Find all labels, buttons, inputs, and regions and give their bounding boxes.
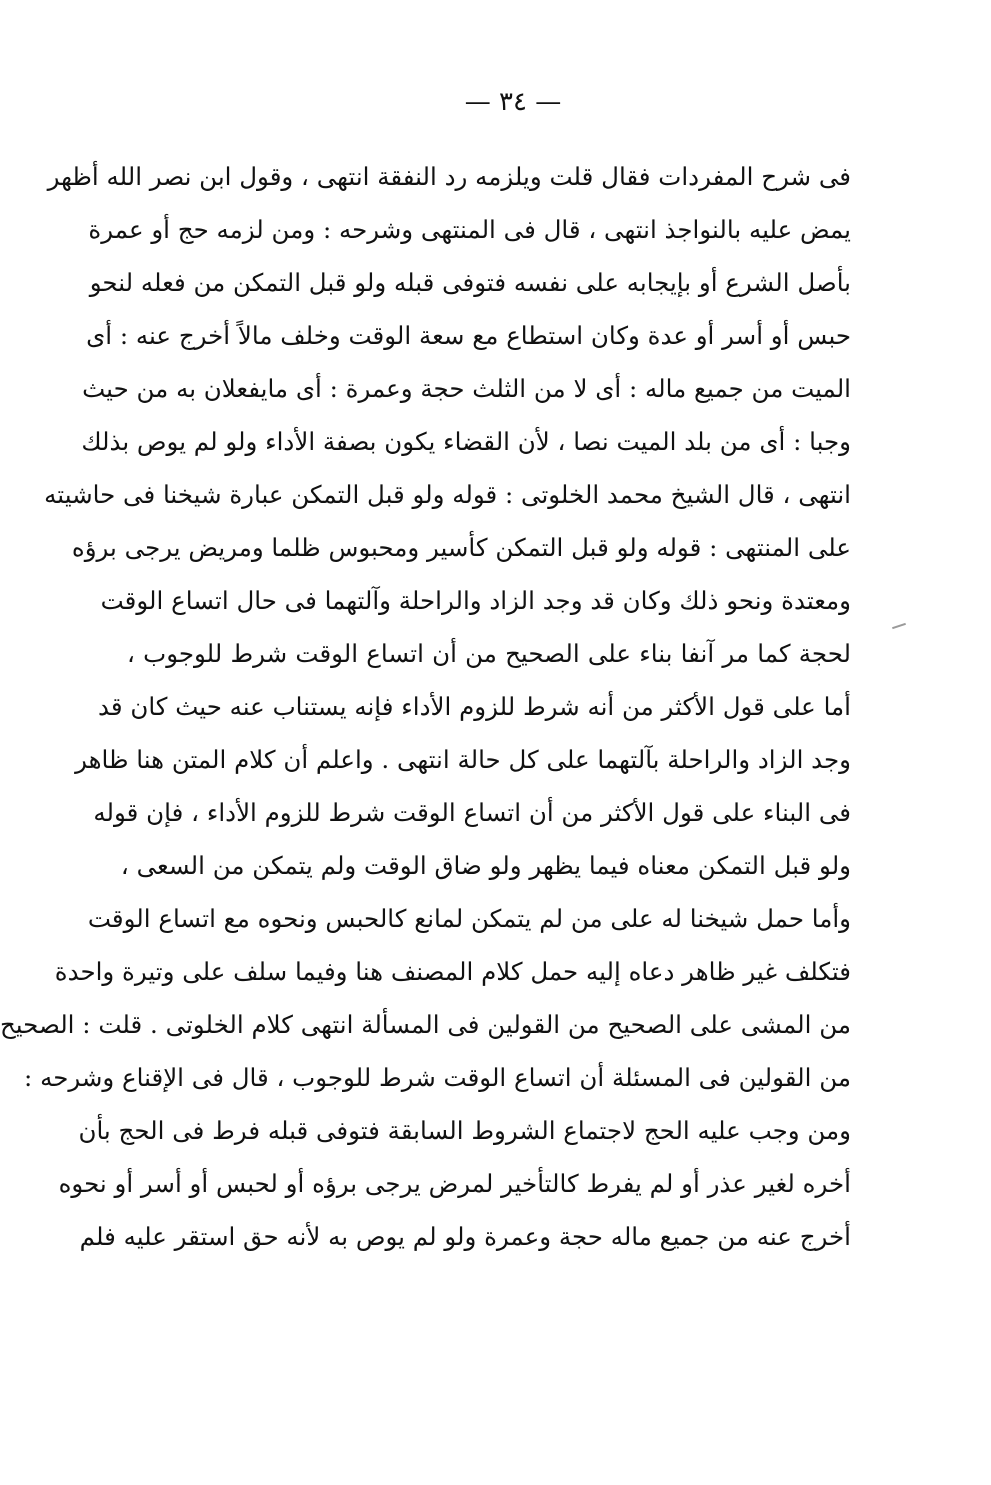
text-line-12: وجد الزاد والراحلة بآلتهما على كل حالة انتهى . واعلم أن كلام المتن هنا ظاهر [75, 745, 851, 774]
text-line-14: ولو قبل التمكن معناه فيما يظهر ولو ضاق الوقت ولم يتمكن من السعى ، [120, 851, 851, 880]
text-line-2: يمض عليه بالنواجذ انتهى ، قال فى المنتهى وشرحه : ومن لزمه حج أو عمرة [88, 215, 851, 244]
text-line-3: بأصل الشرع أو بإيجابه على نفسه فتوفى قبله ولو قبل التمكن من فعله لنحو [89, 268, 851, 297]
text-line-8: على المنتهى : قوله ولو قبل التمكن كأسير ومحبوس ظلما ومريض يرجى برؤه [71, 533, 851, 562]
text-line-4: حبس أو أسر أو عدة وكان استطاع مع سعة الوقت وخلف مالاً أخرج عنه : أى [86, 321, 851, 350]
text-line-13: فى البناء على قول الأكثر من أن اتساع الوقت شرط للزوم الأداء ، فإن قوله [93, 798, 851, 827]
text-line-17: من المشى على الصحيح من القولين فى المسألة انتهى كلام الخلوتى . قلت : الصحيح [0, 1010, 851, 1039]
text-line-7: انتهى ، قال الشيخ محمد الخلوتى : قوله ولو قبل التمكن عبارة شيخنا فى حاشيته [44, 480, 851, 509]
text-line-15: وأما حمل شيخنا له على من لم يتمكن لمانع كالحبس ونحوه مع اتساع الوقت [87, 904, 851, 933]
text-line-1: فى شرح المفردات فقال قلت ويلزمه رد النفقة انتهى ، وقول ابن نصر الله أظهر [47, 162, 851, 191]
text-line-11: أما على قول الأكثر من أنه شرط للزوم الأداء فإنه يستناب عنه حيث كان قد [97, 692, 851, 721]
text-line-10: لحجة كما مر آنفا بناء على الصحيح من أن اتساع الوقت شرط للوجوب ، [127, 639, 851, 668]
text-line-6: وجبا : أى من بلد الميت نصا ، لأن القضاء يكون بصفة الأداء ولو لم يوص بذلك [81, 427, 851, 456]
text-line-20: أخره لغير عذر أو لم يفرط كالتأخير لمرض يرجى برؤه أو لحبس أو أسر أو نحوه [58, 1169, 851, 1198]
text-line-19: ومن وجب عليه الحج لاجتماع الشروط السابقة فتوفى قبله فرط فى الحج بأن [78, 1116, 851, 1145]
text-line-9: ومعتدة ونحو ذلك وكان قد وجد الزاد والراحلة وآلتهما فى حال اتساع الوقت [100, 586, 851, 615]
text-line-5: الميت من جميع ماله : أى لا من الثلث حجة وعمرة : أى مايفعلان به من حيث [82, 374, 851, 403]
page-body-text [0, 150, 851, 1263]
text-line-16: فتكلف غير ظاهر دعاه إليه حمل كلام المصنف هنا وفيما سلف على وتيرة واحدة [54, 957, 851, 986]
page-number: — ٣٤ — [464, 87, 562, 117]
text-line-18: من القولين فى المسئلة أن اتساع الوقت شرط للوجوب ، قال فى الإقناع وشرحه : [24, 1063, 851, 1092]
text-line-21: أخرج عنه من جميع ماله حجة وعمرة ولو لم يوص به لأنه حق استقر عليه فلم [79, 1222, 851, 1251]
margin-mark [892, 623, 906, 629]
